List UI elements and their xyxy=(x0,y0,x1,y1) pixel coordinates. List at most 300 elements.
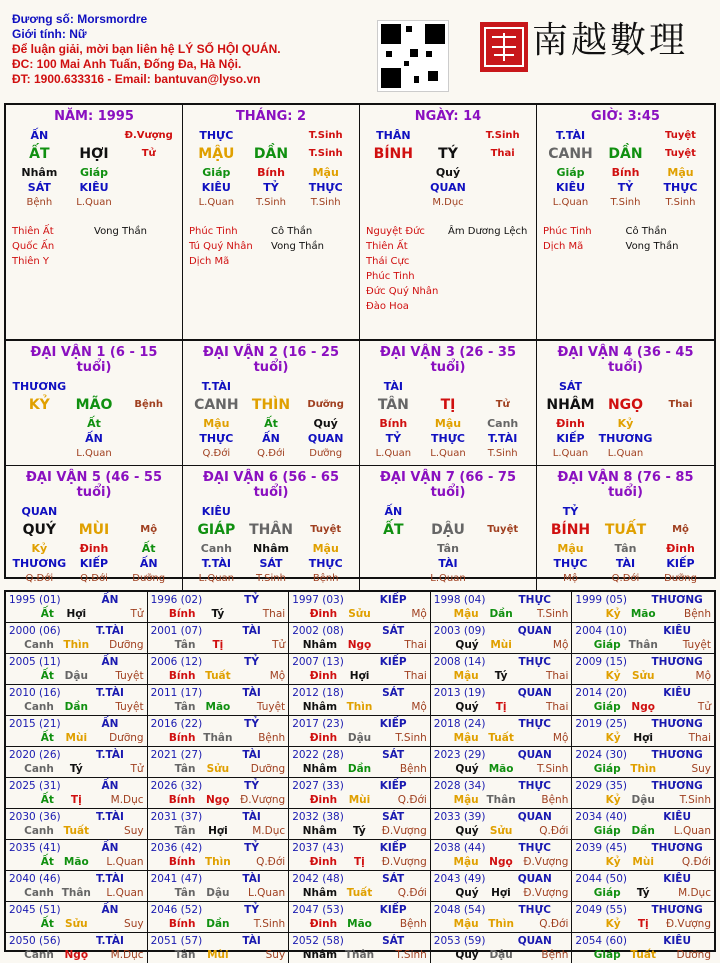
year-stage: Dưỡng xyxy=(109,732,144,744)
pillar-gods-cell: KIÊU xyxy=(79,181,109,194)
dai-van-hgods-cell: THỰC xyxy=(431,432,465,445)
year-label: 2029 (35) xyxy=(575,780,628,792)
dai-van-can-chi xyxy=(366,394,530,416)
year-stage: Suy xyxy=(124,825,144,837)
pillar-gods-cell: TỶ xyxy=(617,181,634,194)
dai-van-hstage-cell: L.Quan xyxy=(375,448,412,459)
year-chi: Dần xyxy=(206,918,230,930)
dai-van-god xyxy=(543,504,708,519)
year-god: THƯƠNG xyxy=(651,594,703,606)
year-line-1 xyxy=(151,717,286,731)
year-line-1 xyxy=(292,593,427,607)
year-god: KIẾP xyxy=(379,780,407,792)
dai-van-title: ĐẠI VẬN 6 (56 - 65 tuổi) xyxy=(203,470,339,500)
pillar-stage xyxy=(189,195,353,210)
year-line-2 xyxy=(434,638,569,652)
dai-van-hgods-cell: T.TÀI xyxy=(201,557,231,570)
year-label: 2038 (44) xyxy=(433,842,486,854)
year-chi: Thân xyxy=(61,887,91,899)
year-line-2 xyxy=(292,762,427,776)
year-label: 2022 (28) xyxy=(292,749,344,761)
dai-van-title: ĐẠI VẬN 2 (16 - 25 tuổi) xyxy=(203,345,339,375)
year-cell xyxy=(148,654,290,685)
year-label: 2051 (57) xyxy=(150,935,203,947)
year-line-2 xyxy=(292,669,427,683)
year-chi: Tị xyxy=(353,856,365,868)
dai-van-god-label: T.TÀI xyxy=(201,380,231,393)
dai-van-god xyxy=(366,504,530,519)
year-label: 1996 (02) xyxy=(150,594,203,606)
year-chi: Hợi xyxy=(349,670,370,682)
year-label: 2041 (47) xyxy=(150,873,203,885)
spacer xyxy=(298,504,353,519)
dai-van-hgods-cell: THỰC xyxy=(553,557,588,570)
year-god: THỰC xyxy=(518,904,551,916)
year-line-1 xyxy=(9,717,144,731)
year-label: 2048 (54) xyxy=(433,904,486,916)
year-cell xyxy=(148,809,290,840)
year-god: TỶ xyxy=(244,904,259,916)
year-stage: Mộ xyxy=(552,639,569,651)
year-label: 2047 (53) xyxy=(292,904,344,916)
year-chi: Sửu xyxy=(206,763,230,775)
year-line-2 xyxy=(9,607,144,621)
year-line-1 xyxy=(151,934,286,948)
year-chi: Mùi xyxy=(348,794,371,806)
pillar-stage-cell: L.Quan xyxy=(198,197,235,208)
dai-van-hidden-cell: Kỷ xyxy=(31,542,48,555)
spacer xyxy=(475,379,530,394)
dai-van-title: ĐẠI VẬN 4 (36 - 45 tuổi) xyxy=(557,345,694,375)
year-line-2 xyxy=(151,762,286,776)
year-line-1 xyxy=(575,872,711,886)
dai-van-hstage-cell: Dưỡng xyxy=(664,573,697,584)
year-cell xyxy=(572,933,714,963)
pillar-gods-cell: SÁT xyxy=(27,181,51,194)
year-line-1 xyxy=(9,779,144,793)
year-god: THƯƠNG xyxy=(651,904,703,916)
dai-van-hidden xyxy=(189,416,353,431)
year-cell xyxy=(289,716,431,747)
year-stage: L.Quan xyxy=(247,887,286,899)
year-label: 2033 (39) xyxy=(433,811,486,823)
pillar-stage-cell: L.Quan xyxy=(76,197,112,208)
year-god: T.TÀI xyxy=(95,749,124,761)
star-list xyxy=(543,224,626,254)
year-cell xyxy=(289,809,431,840)
year-stage: Bệnh xyxy=(399,763,427,775)
year-stage: Bệnh xyxy=(399,918,427,930)
year-chi: Hợi xyxy=(633,732,653,744)
year-god: TÀI xyxy=(242,873,261,885)
year-cell xyxy=(431,623,573,654)
year-label: 2002 (08) xyxy=(292,625,344,637)
year-cell xyxy=(572,840,714,871)
year-cell xyxy=(6,592,148,623)
year-cell xyxy=(6,840,148,871)
year-can: Bính xyxy=(168,608,196,620)
dai-van-hgods xyxy=(189,556,353,571)
year-label: 2005 (11) xyxy=(9,656,61,668)
year-chi: Tị xyxy=(212,639,224,651)
year-cell xyxy=(289,778,431,809)
pillar-title: GIỜ: 3:45 xyxy=(591,109,660,124)
year-chi: Mùi xyxy=(490,639,512,651)
dai-van-hstage-cell: Q.Đới xyxy=(611,573,640,584)
star-item: Dịch Mã xyxy=(189,256,230,267)
year-line-1 xyxy=(292,624,427,638)
year-stage: L.Quan xyxy=(106,887,144,899)
pillar-can-chi-cell: DẦN xyxy=(608,146,643,162)
year-label: 2030 (36) xyxy=(9,811,61,823)
year-line-2 xyxy=(575,886,711,900)
year-god: SÁT xyxy=(382,873,405,885)
pillar-top xyxy=(189,128,353,143)
dai-van-7 xyxy=(360,466,537,590)
pillar-title: THÁNG: 2 xyxy=(235,109,307,124)
year-stage: Mộ xyxy=(411,701,427,713)
year-chi: Mão xyxy=(630,608,656,620)
year-can: Kỷ xyxy=(605,608,621,620)
year-line-2 xyxy=(151,917,286,931)
year-cell xyxy=(572,716,714,747)
dai-van-hidden xyxy=(366,541,530,556)
dai-van-hgods xyxy=(12,431,176,446)
year-chi: Mùi xyxy=(65,732,88,744)
year-stage: M.Dục xyxy=(110,949,144,961)
year-can: Nhâm xyxy=(302,949,338,961)
pillar-4 xyxy=(537,105,714,339)
year-god: TÀI xyxy=(242,625,261,637)
dai-van-hidden-cell: Mậu xyxy=(203,417,230,430)
dai-van-chi: NGỌ xyxy=(607,397,644,413)
dai-van-hgods xyxy=(543,431,708,446)
year-god: THƯƠNG xyxy=(651,656,703,668)
star-item: Phúc Tinh xyxy=(189,226,238,237)
dai-van-chi: TUẤT xyxy=(604,522,647,538)
year-cell xyxy=(572,623,714,654)
pillar-can-chi-cell: HỢI xyxy=(79,146,109,162)
pillar-can-chi-cell: Thai xyxy=(490,148,515,159)
year-line-2 xyxy=(575,669,711,683)
dai-van-can: NHÂM xyxy=(546,397,595,413)
year-line-2 xyxy=(575,793,711,807)
dai-van-hidden-cell: Mậu xyxy=(557,542,584,555)
year-chi: Dần xyxy=(489,608,513,620)
year-chi: Mão xyxy=(488,763,514,775)
year-label: 2008 (14) xyxy=(433,656,486,668)
dai-van-title: ĐẠI VẬN 3 (26 - 35 tuổi) xyxy=(380,345,516,375)
year-god: THỰC xyxy=(518,718,551,730)
year-stage: Thai xyxy=(545,670,569,682)
dai-van-hidden xyxy=(189,541,353,556)
year-can: Ất xyxy=(40,918,54,930)
year-line-2 xyxy=(434,700,569,714)
year-chi: Thìn xyxy=(205,856,231,868)
year-god: TỶ xyxy=(244,718,259,730)
pillar-gods-cell: THỰC xyxy=(663,181,698,194)
year-label: 2000 (06) xyxy=(9,625,61,637)
year-can: Mậu xyxy=(453,918,479,930)
dai-van-hidden-cell: Tân xyxy=(437,542,459,555)
dai-van-hstage xyxy=(12,446,176,461)
dai-van-hstage-cell: Bệnh xyxy=(312,573,339,584)
year-stage: Tuyệt xyxy=(115,701,144,713)
spacer xyxy=(653,379,708,394)
year-label: 2013 (19) xyxy=(433,687,486,699)
star-item: Vong Thần xyxy=(94,226,147,237)
year-god: THƯƠNG xyxy=(651,780,703,792)
pillar-top-cell xyxy=(421,128,476,143)
dai-van-grid xyxy=(4,341,716,584)
pillar-1 xyxy=(6,105,183,339)
pillar-gods xyxy=(543,180,708,195)
pillar-hidden-cell: Giáp xyxy=(79,166,109,179)
year-chi: Sửu xyxy=(489,825,513,837)
dai-van-can-chi xyxy=(366,519,530,541)
year-god: TỶ xyxy=(244,842,259,854)
pillar-title: NĂM: 1995 xyxy=(54,109,134,124)
year-stage: Thai xyxy=(262,608,286,620)
year-stage: Đ.Vượng xyxy=(665,918,711,930)
pillar-can-chi-cell: Tử xyxy=(141,148,156,159)
year-god: T.TÀI xyxy=(95,625,124,637)
dai-van-hgods-cell: THỰC xyxy=(308,557,343,570)
year-can: Quý xyxy=(455,949,479,961)
year-can: Quý xyxy=(455,887,479,899)
spacer xyxy=(598,504,653,519)
dai-van-2 xyxy=(183,341,360,466)
year-line-1 xyxy=(151,624,286,638)
dai-van-hgods-cell: ẤN xyxy=(262,432,280,445)
dai-van-hidden-cell: Ất xyxy=(87,417,101,430)
pillar-top-cell: T.Sinh xyxy=(485,130,520,141)
dai-van-hstage-cell: L.Quan xyxy=(76,448,112,459)
year-label: 2001 (07) xyxy=(150,625,203,637)
year-line-2 xyxy=(9,638,144,652)
dai-van-hidden-cell: Mậu xyxy=(434,417,462,430)
pillar-gods xyxy=(189,180,353,195)
year-cell xyxy=(6,654,148,685)
spacer xyxy=(421,379,476,394)
year-chi: Thìn xyxy=(488,918,514,930)
star-item: Vong Thần xyxy=(625,241,679,252)
year-can: Ất xyxy=(40,794,54,806)
spacer xyxy=(244,504,299,519)
pillar-gods-cell: TỶ xyxy=(263,181,279,194)
year-line-1 xyxy=(575,655,711,669)
year-stage: Suy xyxy=(265,949,286,961)
year-god: KIÊU xyxy=(663,811,691,823)
dai-van-hidden-cell: Đinh xyxy=(79,542,109,555)
dai-van-chi: MÃO xyxy=(75,397,113,413)
year-line-1 xyxy=(575,810,711,824)
year-label: 2009 (15) xyxy=(575,656,628,668)
year-line-1 xyxy=(151,841,286,855)
dai-van-stage: Tuyệt xyxy=(487,524,519,535)
year-chi: Tý xyxy=(352,825,366,837)
dai-van-hgods-cell xyxy=(475,556,530,571)
year-label: 2025 (31) xyxy=(9,780,61,792)
year-label: 2015 (21) xyxy=(9,718,61,730)
spacer xyxy=(244,379,299,394)
year-cell xyxy=(289,623,431,654)
spacer xyxy=(475,504,530,519)
year-label: 2046 (52) xyxy=(150,904,203,916)
year-stage: Thai xyxy=(688,732,711,744)
dai-van-stage: Tuyệt xyxy=(310,524,342,535)
year-chi: Sửu xyxy=(631,670,655,682)
year-line-2 xyxy=(151,669,286,683)
year-line-1 xyxy=(292,686,427,700)
year-stage: Tử xyxy=(130,608,144,620)
pillar-hidden xyxy=(543,165,708,180)
year-god: KIÊU xyxy=(663,873,691,885)
year-label: 2028 (34) xyxy=(433,780,486,792)
year-can: Quý xyxy=(455,639,479,651)
dai-van-can: QUÝ xyxy=(22,522,57,538)
year-stage: Tuyệt xyxy=(256,701,286,713)
dai-van-8 xyxy=(537,466,714,590)
pillar-stage xyxy=(543,195,708,210)
dai-van-hstage-cell: Dưỡng xyxy=(132,573,166,584)
dai-van-hstage-cell: Dưỡng xyxy=(309,448,343,459)
year-can: Bính xyxy=(168,856,196,868)
year-god: QUAN xyxy=(517,687,552,699)
year-line-1 xyxy=(9,686,144,700)
year-cell xyxy=(431,809,573,840)
year-god: ẤN xyxy=(101,904,119,916)
year-label: 2007 (13) xyxy=(292,656,344,668)
dai-van-hstage-cell: L.Quan xyxy=(430,573,466,584)
star-item: Tú Quý Nhân xyxy=(189,241,253,252)
dai-van-hidden-cell: Bính xyxy=(379,417,408,430)
dai-van-hstage-cell: Q.Đới xyxy=(202,448,231,459)
year-god: ẤN xyxy=(101,594,119,606)
year-stage: Q.Đới xyxy=(397,794,427,806)
pillar-gods-cell xyxy=(121,180,176,195)
dai-van-hgods-cell: THỰC xyxy=(199,432,234,445)
year-cell xyxy=(289,902,431,933)
pillar-gods-cell xyxy=(475,180,530,195)
year-label: 1995 (01) xyxy=(9,594,61,606)
year-god: THỰC xyxy=(518,842,551,854)
pillar-stage-cell: Bệnh xyxy=(26,197,53,208)
seal-stamp xyxy=(480,22,528,72)
dai-van-god-label: TỶ xyxy=(562,505,579,518)
year-label: 2019 (25) xyxy=(575,718,628,730)
spacer xyxy=(421,504,476,519)
year-line-1 xyxy=(434,779,569,793)
pillar-top xyxy=(366,128,530,143)
year-line-2 xyxy=(9,762,144,776)
year-chi: Dậu xyxy=(347,732,372,744)
year-label: 2014 (20) xyxy=(575,687,628,699)
year-label: 2044 (50) xyxy=(575,873,628,885)
pillars-grid xyxy=(4,103,716,341)
dai-van-hidden-cell: Quý xyxy=(313,417,338,430)
star-item: Âm Dương Lệch xyxy=(448,226,528,237)
year-god: TÀI xyxy=(242,749,261,761)
pillar-hidden-cell: Bính xyxy=(257,166,285,179)
year-can: Bính xyxy=(168,670,196,682)
year-can: Kỷ xyxy=(605,856,621,868)
pillar-top-cell: Đ.Vượng xyxy=(124,130,173,141)
year-line-2 xyxy=(434,669,569,683)
year-god: THỰC xyxy=(518,656,551,668)
year-can: Giáp xyxy=(593,639,621,651)
year-stage: Đ.Vượng xyxy=(381,825,427,837)
year-chi: Hợi xyxy=(66,608,87,620)
star-item: Cô Thần xyxy=(625,226,667,237)
year-line-2 xyxy=(434,793,569,807)
year-chi: Tý xyxy=(69,763,83,775)
dai-van-title: ĐẠI VẬN 7 (66 - 75 tuổi) xyxy=(380,470,516,500)
pillar-stars xyxy=(12,224,176,269)
year-god: SÁT xyxy=(382,749,405,761)
year-god: KIÊU xyxy=(663,687,691,699)
dai-van-can-chi xyxy=(12,394,176,416)
dai-van-chi: TỊ xyxy=(440,397,456,413)
dai-van-god xyxy=(543,379,708,394)
year-stage: L.Quan xyxy=(673,825,711,837)
dai-van-hstage xyxy=(366,446,530,461)
year-chi: Mão xyxy=(347,918,372,930)
year-cell xyxy=(6,871,148,902)
dai-van-hstage-cell: L.Quan xyxy=(430,448,466,459)
year-can: Bính xyxy=(168,918,196,930)
year-stage: Đ.Vượng xyxy=(523,887,569,899)
pillar-can-chi xyxy=(366,143,530,165)
year-chi: Tý xyxy=(494,670,508,682)
year-cell xyxy=(148,933,290,963)
year-cell xyxy=(289,654,431,685)
year-line-2 xyxy=(9,917,144,931)
year-cell xyxy=(572,871,714,902)
pillar-top-cell: T.TÀI xyxy=(555,129,586,142)
year-stage: Tuyệt xyxy=(115,670,144,682)
dai-van-hidden-cell xyxy=(653,416,708,431)
dai-van-hgods-cell: KIẾP xyxy=(666,557,695,570)
year-label: 2021 (27) xyxy=(150,749,203,761)
year-chi: Hợi xyxy=(208,825,228,837)
pillar-gods-cell: KIÊU xyxy=(201,181,231,194)
year-line-2 xyxy=(151,731,286,745)
dai-van-hgods xyxy=(366,431,530,446)
year-label: 2017 (23) xyxy=(292,718,344,730)
star-item: Dịch Mã xyxy=(543,241,584,252)
year-label: 2004 (10) xyxy=(575,625,628,637)
star-list xyxy=(12,224,94,269)
year-stage: Mộ xyxy=(552,732,569,744)
year-grid xyxy=(4,590,716,961)
year-god: T.TÀI xyxy=(95,935,124,947)
dai-van-hstage-cell: L.Quan xyxy=(198,573,235,584)
pillar-hidden xyxy=(12,165,176,180)
year-can: Canh xyxy=(24,825,54,837)
dai-van-hgods xyxy=(189,431,353,446)
year-can: Canh xyxy=(24,639,54,651)
year-line-2 xyxy=(292,886,427,900)
dai-van-hidden-cell: Đinh xyxy=(666,542,695,555)
dai-van-hstage-cell: Mộ xyxy=(563,573,578,584)
year-line-2 xyxy=(151,607,286,621)
year-line-2 xyxy=(575,607,711,621)
year-line-1 xyxy=(434,655,569,669)
year-label: 2052 (58) xyxy=(292,935,344,947)
year-stage: Tử xyxy=(272,639,286,651)
year-chi: Thìn xyxy=(63,639,90,651)
